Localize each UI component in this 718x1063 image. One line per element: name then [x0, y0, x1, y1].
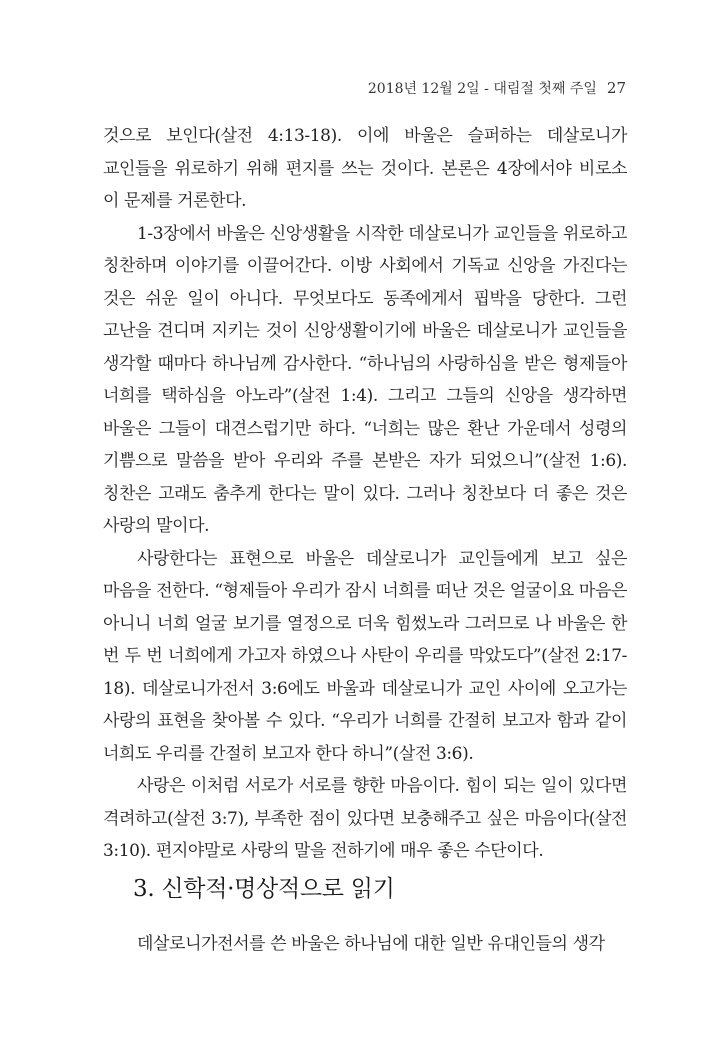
section-heading: 3. 신학적·명상적으로 읽기 — [133, 876, 395, 902]
body-text — [103, 120, 627, 868]
section-first-line: 데살로니가전서를 쓴 바울은 하나님에 대한 일반 유대인들의 생각 — [137, 934, 605, 954]
paragraph-continuation: 것으로 보인다(살전 4:13-18). 이에 바울은 슬퍼하는 데살로니가 교인들을 위로하기 위해 편지를 쓰는 것이다. 본론은 4장에서야 비로소 이 문제를 거론한다. — [103, 126, 627, 211]
running-header — [368, 78, 626, 98]
running-title: 2018년 12월 2일 - 대림절 첫째 주일 — [367, 81, 597, 97]
paragraph-chapters-1-3: 1-3장에서 바울은 신앙생활을 시작한 데살로니가 교인들을 위로하고 칭찬하며 이야기를 이끌어간다. 이방 사회에서 기독교 신앙을 가진다는 것은 쉬운 일이 아니다. 무엇보다도 동족에게서 핍박을 당한다. 그런 고난을 견디며 지키는 것이 신앙생활이기에 바울은 데살로니가 교인들을 생각할 때마다 하나님께 감사한다. “하나님의 사랑하심을 받은 형제들아 너희를 택하심을 아노라”(살전 1:4). 그리고 그들의 신앙을 생각하면 바울은 그들이 대견스럽기만 하다. “너희는 많은 환난 가운데서 성령의 기쁨으로 말씀을 받아 우리와 주를 본받은 자가 되었으니”(살전 1:6). 칭찬은 고래도 춤추게 한다는 말이 있다. 그러나 칭찬보다 더 좋은 것은 사랑의 말이다. — [103, 223, 627, 536]
page-number: 27 — [606, 79, 626, 97]
paragraph-love-letter: 사랑은 이처럼 서로가 서로를 향한 마음이다. 힘이 되는 일이 있다면 격려하고(살전 3:7), 부족한 점이 있다면 보충해주고 싶은 마음이다(살전 3:10). 편지야말로 사랑의 말을 전하기에 매우 좋은 수단이다. — [103, 776, 627, 861]
section-body — [103, 928, 627, 961]
paragraph-longing: 사랑한다는 표현으로 바울은 데살로니가 교인들에게 보고 싶은 마음을 전한다. “형제들아 우리가 잠시 너희를 떠난 것은 얼굴이요 마음은 아니니 너희 얼굴 보기를 열정으로 더욱 힘썼노라 그러므로 나 바울은 한 번 두 번 너희에게 가고자 하였으나 사탄이 우리를 막았도다”(살전 2:17-18). 데살로니가전서 3:6에도 바울과 데살로니가 교인 사이에 오고가는 사랑의 표현을 찾아볼 수 있다. “우리가 너희를 간절히 보고자 함과 같이 너희도 우리를 간절히 보고자 한다 하니”(살전 3:6). — [103, 548, 627, 764]
